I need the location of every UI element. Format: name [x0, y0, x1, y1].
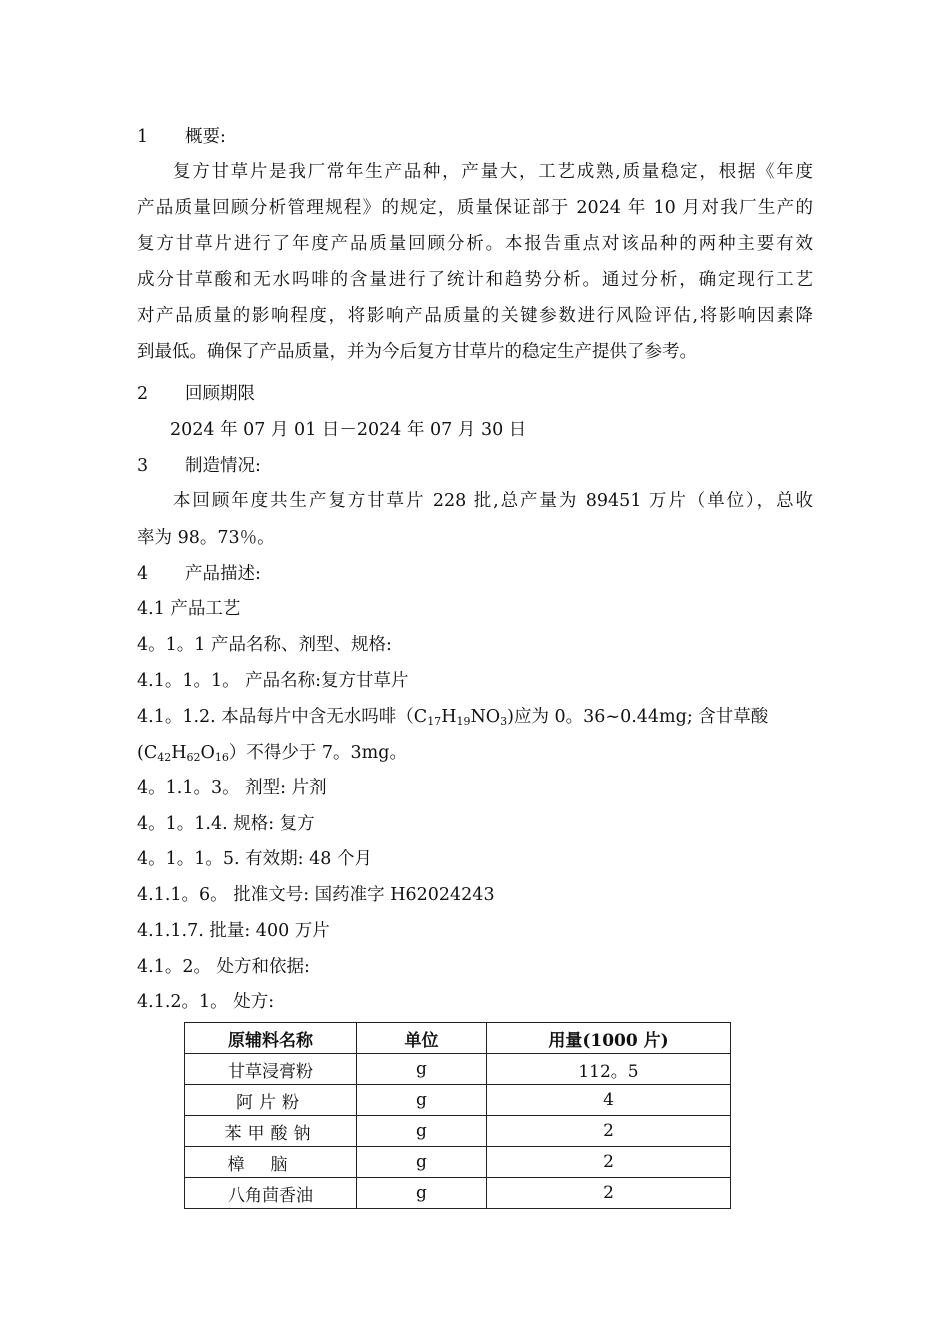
text-run: (C	[137, 743, 158, 763]
table-cell: g	[357, 1178, 487, 1209]
table-row	[185, 1085, 731, 1116]
spec-item: 4。1。1。5. 有效期: 48 个月	[137, 849, 372, 869]
paragraph-line: 到最低。确保了产品质量，并为今后复方甘草片的稳定生产提供了参考。	[137, 342, 697, 362]
section-number: 2	[137, 384, 149, 404]
text-run: H	[171, 743, 187, 763]
table-cell: g	[357, 1116, 487, 1147]
section-title: 回顾期限	[185, 384, 255, 404]
section-4-heading	[137, 563, 261, 585]
table-cell: 甘草浸膏粉	[185, 1054, 357, 1085]
table-cell: 樟脑	[185, 1147, 357, 1178]
text-run: 4.1。1.2. 本品每片中含无水吗啡（C	[137, 707, 428, 727]
table-cell: 2	[487, 1178, 731, 1209]
table-row	[185, 1116, 731, 1147]
paragraph-line: 成分甘草酸和无水吗啡的含量进行了统计和趋势分析。通过分析，确定现行工艺	[137, 270, 813, 290]
recipe-table	[184, 1022, 731, 1209]
table-cell: 阿片粉	[185, 1085, 357, 1116]
text-run: ）不得少于 7。3mg。	[228, 743, 407, 763]
paragraph-line: 复方甘草片进行了年度产品质量回顾分析。本报告重点对该品种的两种主要有效	[137, 234, 813, 254]
table-cell: 苯甲酸钠	[185, 1116, 357, 1147]
text-run: )应为 0。36~0.44mg; 含甘草酸	[507, 707, 769, 727]
content-spec-line	[137, 706, 768, 728]
table-cell: g	[357, 1054, 487, 1085]
section-2-heading	[137, 383, 255, 405]
subscript: 3	[500, 715, 508, 728]
spec-item: 4。1.1。3。 剂型: 片剂	[137, 778, 327, 798]
table-row	[185, 1147, 731, 1178]
table-cell: g	[357, 1085, 487, 1116]
subscript: 16	[214, 751, 229, 764]
table-cell: 八角茴香油	[185, 1178, 357, 1209]
spec-item: 4。1。1.4. 规格: 复方	[137, 814, 315, 834]
text-run: O	[200, 743, 215, 763]
paragraph-line: 率为 98。73％。	[137, 528, 275, 548]
table-cell: g	[357, 1147, 487, 1178]
paragraph-line: 本回顾年度共生产复方甘草片 228 批,总产量为 89451 万片（单位），总收	[173, 491, 813, 511]
spec-item: 4.1.1.7. 批量: 400 万片	[137, 921, 330, 941]
subscript: 42	[157, 751, 172, 764]
table-cell: 4	[487, 1085, 731, 1116]
table-cell: 112。5	[487, 1054, 731, 1085]
column-header: 用量(1000 片)	[487, 1023, 731, 1054]
content-spec-line	[137, 742, 407, 764]
subsection-heading: 4.1.2。1。 处方:	[137, 992, 275, 1012]
subscript: 19	[456, 715, 471, 728]
paragraph-line: 产品质量回顾分析管理规程》的规定，质量保证部于 2024 年 10 月对我厂生产的	[137, 198, 813, 218]
column-header: 原辅料名称	[185, 1023, 357, 1054]
section-number: 3	[137, 456, 149, 476]
subscript: 62	[186, 751, 201, 764]
table-row	[185, 1054, 731, 1085]
subscript: 17	[427, 715, 442, 728]
section-title: 制造情况:	[185, 456, 261, 476]
section-3-heading	[137, 455, 261, 477]
column-header: 单位	[357, 1023, 487, 1054]
paragraph-line: 复方甘草片是我厂常年生产品种，产量大，工艺成熟,质量稳定，根据《年度	[173, 162, 813, 182]
section-title: 概要:	[185, 127, 226, 147]
table-cell: 2	[487, 1116, 731, 1147]
table-cell: 2	[487, 1147, 731, 1178]
table-header-row	[185, 1023, 731, 1054]
text-run: NO	[470, 707, 501, 727]
subsection-heading: 4。1。1 产品名称、剂型、规格:	[137, 635, 392, 655]
text-run: H	[441, 707, 457, 727]
table-row	[185, 1178, 731, 1209]
review-period: 2024 年 07 月 01 日－2024 年 07 月 30 日	[170, 420, 527, 440]
section-number: 1	[137, 127, 149, 147]
subsection-heading: 4.1 产品工艺	[137, 599, 241, 619]
paragraph-line: 对产品质量的影响程度，将影响产品质量的关键参数进行风险评估,将影响因素降	[137, 306, 813, 326]
section-1-heading	[137, 126, 226, 148]
spec-item: 4.1。1。1。 产品名称:复方甘草片	[137, 671, 409, 691]
section-number: 4	[137, 564, 149, 584]
section-title: 产品描述:	[185, 564, 261, 584]
spec-item: 4.1.1。6。 批准文号: 国药准字 H62024243	[137, 885, 495, 905]
subsection-heading: 4.1。2。 处方和依据:	[137, 957, 310, 977]
